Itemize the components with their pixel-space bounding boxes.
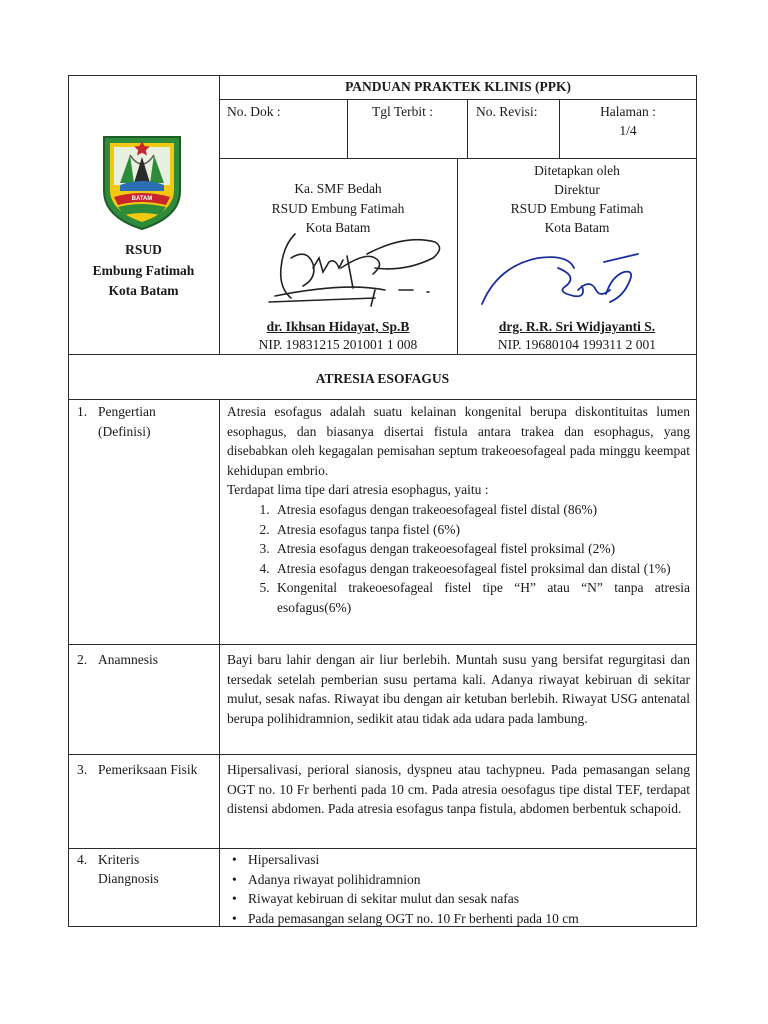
types-list	[227, 500, 690, 618]
criteria-list	[230, 850, 690, 928]
left-approver-city: Kota Batam	[305, 220, 371, 235]
left-approver-name: dr. Ikhsan Hidayat, Sp.B	[266, 319, 410, 334]
row-label-pengertian	[68, 402, 219, 642]
right-approver-title: Direktur	[554, 182, 600, 197]
types-intro: Terdapat lima tipe dari atresia esophagus, yaitu :	[227, 482, 489, 498]
anamnesis-paragraph: Bayi baru lahir dengan air liur berlebih. Muntah susu yang bersifat regurgitasi dan tersedak setelah pemberian susu pertama kali. Adanya riwayat kebiruan di sekitar mulut, sesak nafas. Riwayat ibu dengan air ketuban berlebih. Riwayat USG antenatal berupa polihidramnion, sedikit atau tidak ada udara pada lambung.	[227, 652, 690, 726]
row-label-line1: Anamnesis	[98, 652, 158, 667]
row-label-line2: Diangnosis	[98, 871, 159, 886]
list-item: 1. Atresia esofagus dengan trakeoesofageal fistel distal (86%)	[273, 500, 690, 520]
list-item: 5. Kongenital trakeoesofageal fistel tipe “H” atau “N” tanpa atresia esofagus(6%)	[273, 578, 690, 617]
row-content-pengertian	[227, 402, 690, 618]
halaman-value: 1/4	[619, 123, 637, 138]
definition-paragraph: Atresia esofagus adalah suatu kelainan kongenital berupa diskontituitas lumen esophagus, dan biasanya disertai fistula antara trakea dan esophagus, yang disebabkan oleh kegagalan pemisahan septum trakeoesofageal pada minggu keempat kehidupan embrio.	[227, 404, 690, 478]
right-approver-nip: NIP. 19680104 199311 2 001	[497, 337, 657, 352]
hospital-name-line3: Kota Batam	[108, 283, 179, 298]
hospital-logo	[100, 133, 184, 231]
tgl-terbit-label: Tgl Terbit :	[372, 104, 434, 119]
left-approver-title: Ka. SMF Bedah	[294, 181, 382, 196]
row-content-kriteria	[230, 850, 690, 928]
row-number: 1.	[77, 404, 88, 419]
list-item: 3. Atresia esofagus dengan trakeoesofageal fistel proksimal (2%)	[273, 539, 690, 559]
row-label-line1: Pengertian	[98, 404, 156, 419]
list-item: • Adanya riwayat polihidramnion	[248, 870, 690, 890]
right-approver-label: Ditetapkan oleh	[534, 163, 620, 178]
list-item: • Hipersalivasi	[248, 850, 690, 870]
pemeriksaan-paragraph: Hipersalivasi, perioral sianosis, dyspneu atau tachypneu. Pada pemasangan selang OGT no. 10 Fr berhenti pada 10 cm. Pada atresia oesofagus tipe distal TEF, terdapat distensi abdomen. Pada atresia esofagus tanpa fistula, abdomen berbentuk schapoid.	[227, 762, 690, 817]
hospital-name-line2: Embung Fatimah	[92, 263, 195, 278]
list-item: 2. Atresia esofagus tanpa fistel (6%)	[273, 520, 690, 540]
right-approver-hospital: RSUD Embung Fatimah	[510, 201, 644, 216]
halaman-label: Halaman :	[600, 104, 656, 119]
no-revisi-label: No. Revisi:	[476, 104, 538, 119]
section-title: ATRESIA ESOFAGUS	[315, 371, 450, 386]
logo-text: BATAM	[131, 196, 153, 202]
list-item: • Riwayat kebiruan di sekitar mulut dan sesak nafas	[248, 889, 690, 909]
left-signature	[255, 228, 445, 310]
row-number: 3.	[77, 762, 88, 777]
row-label-line1: Kriteris	[98, 852, 140, 867]
hospital-name-line1: RSUD	[125, 242, 162, 257]
no-dok-label: No. Dok :	[227, 104, 281, 119]
list-item: • Pada pemasangan selang OGT no. 10 Fr berhenti pada 10 cm	[248, 909, 690, 929]
right-approver-name: drg. R.R. Sri Widjayanti S.	[498, 319, 656, 334]
list-item: 4. Atresia esofagus dengan trakeoesofageal fistel proksimal dan distal (1%)	[273, 559, 690, 579]
document-title: PANDUAN PRAKTEK KLINIS (PPK)	[345, 79, 571, 94]
left-approver-nip: NIP. 19831215 201001 1 008	[258, 337, 418, 352]
row-number: 2.	[77, 652, 88, 667]
right-signature	[478, 246, 648, 312]
row-label-line2: (Definisi)	[98, 424, 151, 439]
row-label-line1: Pemeriksaan Fisik	[98, 762, 198, 777]
right-approver-city: Kota Batam	[544, 220, 610, 235]
row-number: 4.	[77, 852, 88, 867]
left-approver-hospital: RSUD Embung Fatimah	[271, 201, 405, 216]
